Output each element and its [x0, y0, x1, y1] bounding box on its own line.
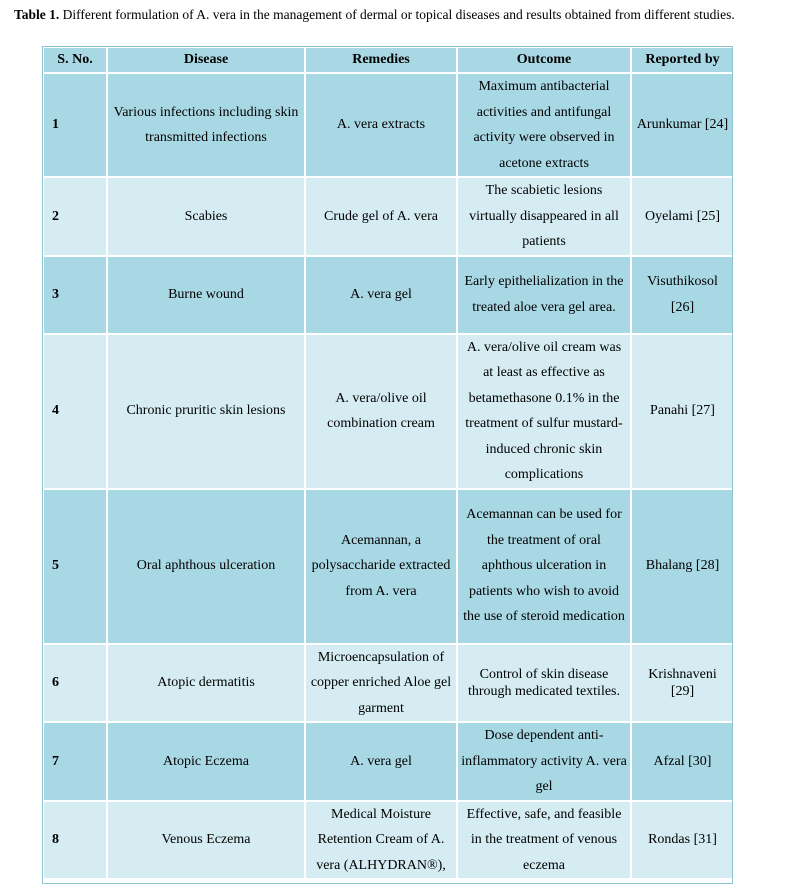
- cell-reported-by: Bhalang [28]: [631, 489, 734, 644]
- cell-sno: 8: [43, 801, 107, 880]
- cell-outcome: Control of skin disease through medicated textiles.: [457, 644, 631, 723]
- table-row: [43, 177, 734, 256]
- table-row: [43, 256, 734, 334]
- cell-remedies: Microencapsulation of copper enriched Aloe gel garment: [305, 644, 457, 723]
- cell-reported-by: Panahi [27]: [631, 334, 734, 489]
- header-outcome: Outcome: [457, 47, 631, 73]
- header-sno: S. No.: [43, 47, 107, 73]
- table-header-row: [43, 47, 734, 73]
- cell-outcome: Acemannan can be used for the treatment of oral aphthous ulceration in patients who wish to avoid the use of steroid medication: [457, 489, 631, 644]
- cell-outcome: Dose dependent anti-inflammatory activity A. vera gel: [457, 722, 631, 801]
- cell-reported-by: Visuthikosol [26]: [631, 256, 734, 334]
- cell-remedies: A. vera/olive oil combination cream: [305, 334, 457, 489]
- table-row: [43, 334, 734, 489]
- cell-remedies: Crude gel of A. vera: [305, 177, 457, 256]
- cell-remedies: A. vera extracts: [305, 73, 457, 177]
- cell-remedies: A. vera gel: [305, 722, 457, 801]
- cell-sno: 6: [43, 644, 107, 723]
- caption-text: Different formulation of A. vera in the management of dermal or topical diseases and results obtained from different studies.: [62, 7, 735, 22]
- cell-disease: Atopic dermatitis: [107, 644, 305, 723]
- header-reported-by: Reported by: [631, 47, 734, 73]
- table-row: [43, 73, 734, 177]
- header-disease: Disease: [107, 47, 305, 73]
- cell-reported-by: Afzal [30]: [631, 722, 734, 801]
- cell-reported-by: Oyelami [25]: [631, 177, 734, 256]
- cell-disease: Various infections including skin transmitted infections: [107, 73, 305, 177]
- cell-remedies: Medical Moisture Retention Cream of A. vera (ALHYDRAN®),: [305, 801, 457, 880]
- cell-remedies: Acemannan, a polysaccharide extracted from A. vera: [305, 489, 457, 644]
- cell-sno: 3: [43, 256, 107, 334]
- cell-sno: 4: [43, 334, 107, 489]
- cell-sno: 7: [43, 722, 107, 801]
- table-row: [43, 722, 734, 801]
- table-row: [43, 644, 734, 723]
- cell-sno: 1: [43, 73, 107, 177]
- cell-outcome: Maximum antibacterial activities and antifungal activity were observed in acetone extracts: [457, 73, 631, 177]
- cell-remedies: A. vera gel: [305, 256, 457, 334]
- caption-label: Table 1.: [14, 7, 60, 22]
- table-row: [43, 489, 734, 644]
- table-row: [43, 801, 734, 880]
- cell-disease: Atopic Eczema: [107, 722, 305, 801]
- cell-disease: Venous Eczema: [107, 801, 305, 880]
- table-caption: [14, 6, 774, 23]
- cell-outcome: Effective, safe, and feasible in the treatment of venous eczema: [457, 801, 631, 880]
- cell-sno: 5: [43, 489, 107, 644]
- cell-disease: Burne wound: [107, 256, 305, 334]
- cell-outcome: Early epithelialization in the treated aloe vera gel area.: [457, 256, 631, 334]
- cell-disease: Oral aphthous ulceration: [107, 489, 305, 644]
- cell-outcome: The scabietic lesions virtually disappeared in all patients: [457, 177, 631, 256]
- cell-reported-by: Rondas [31]: [631, 801, 734, 880]
- cell-sno: 2: [43, 177, 107, 256]
- results-table: [42, 46, 735, 880]
- cell-disease: Scabies: [107, 177, 305, 256]
- cell-outcome: A. vera/olive oil cream was at least as effective as betamethasone 0.1% in the treatment of sulfur mustard-induced chronic skin complications: [457, 334, 631, 489]
- cell-reported-by: Arunkumar [24]: [631, 73, 734, 177]
- cell-reported-by: Krishnaveni [29]: [631, 644, 734, 723]
- cell-disease: Chronic pruritic skin lesions: [107, 334, 305, 489]
- header-remedies: Remedies: [305, 47, 457, 73]
